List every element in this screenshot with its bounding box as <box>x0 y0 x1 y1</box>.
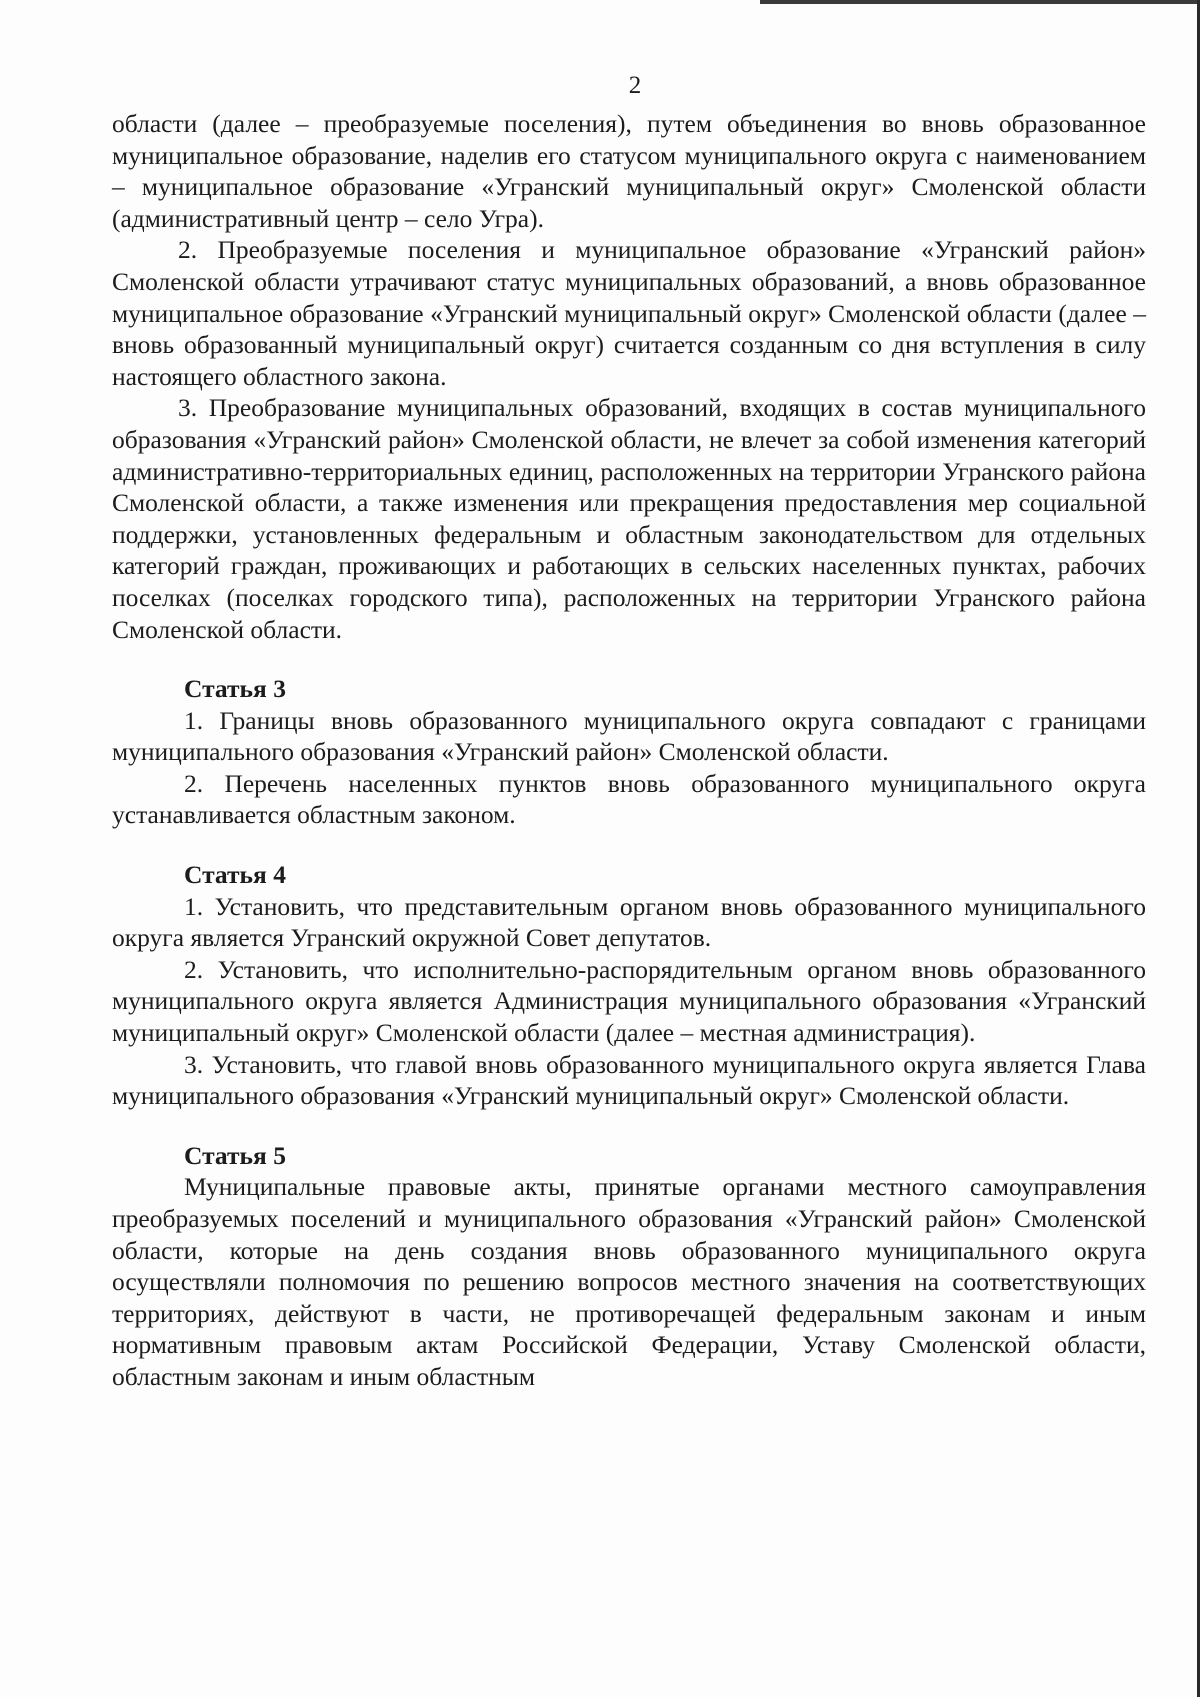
article-3-paragraph-2: 2. Перечень населенных пунктов вновь образованного муниципального округа устанавливается областным законом. <box>112 768 1146 830</box>
article-5-title: Статья 5 <box>184 1140 286 1170</box>
paragraph-item-2: 2. Преобразуемые поселения и муниципальное образование «Угранский район» Смоленской области утрачивают статус муниципальных образований, а вновь образованное муниципальное образование «Угранский муниципальный округ» Смоленской области (далее – вновь образованный муниципальный округ) считается созданным со дня вступления в силу настоящего областного закона. <box>112 235 1146 391</box>
article-5-paragraph-1: Муниципальные правовые акты, принятые органами местного самоуправления преобразуемых поселений и муниципального образования «Угранский район» Смоленской области, которые на день создания вновь образованного муниципального округа осуществляли полномочия по решению вопросов местного значения на соответствующих территориях, действуют в части, не противоречащей федеральным законам и иным нормативным правовым актам Российской Федерации, Уставу Смоленской области, областным законам и иным областным <box>112 1172 1146 1391</box>
article-4-paragraph-1: 1. Установить, что представительным органом вновь образованного муниципального округа является Угранский окружной Совет депутатов. <box>112 891 1146 953</box>
page-number: 2 <box>628 72 642 99</box>
paragraph-continuation: области (далее – преобразуемые поселения), путем объединения во вновь образованное муниципальное образование, наделив его статусом муниципального округа с наименованием – муниципальное образование «Угранский муниципальный округ» Смоленской области (административный центр – село Угра). <box>112 109 1146 233</box>
article-3-title: Статья 3 <box>184 674 286 704</box>
article-4-paragraph-2: 2. Установить, что исполнительно-распорядительным органом вновь образованного муниципального округа является Администрация муниципального образования «Угранский муниципальный округ» Смоленской области (далее – местная администрация). <box>112 954 1146 1048</box>
article-3-paragraph-1: 1. Границы вновь образованного муниципального округа совпадают с границами муниципального образования «Угранский район» Смоленской области. <box>112 705 1146 767</box>
article-4-paragraph-3: 3. Установить, что главой вновь образованного муниципального округа является Глава муниципального образования «Угранский муниципальный округ» Смоленской области. <box>112 1049 1146 1111</box>
article-4-title: Статья 4 <box>184 860 286 890</box>
document-body <box>112 108 1146 1393</box>
scan-edge-top <box>760 0 1200 4</box>
paragraph-item-3: 3. Преобразование муниципальных образований, входящих в состав муниципального образования «Угранский район» Смоленской области, не влечет за собой изменения категорий административно-территориальных единиц, расположенных на территории Угранского района Смоленской области, а также изменения или прекращения предоставления мер социальной поддержки, установленных федеральным и областным законодательством для отдельных категорий граждан, проживающих и работающих в сельских населенных пунктах, рабочих поселках (поселках городского типа), расположенных на территории Угранского района Смоленской области. <box>112 393 1146 644</box>
